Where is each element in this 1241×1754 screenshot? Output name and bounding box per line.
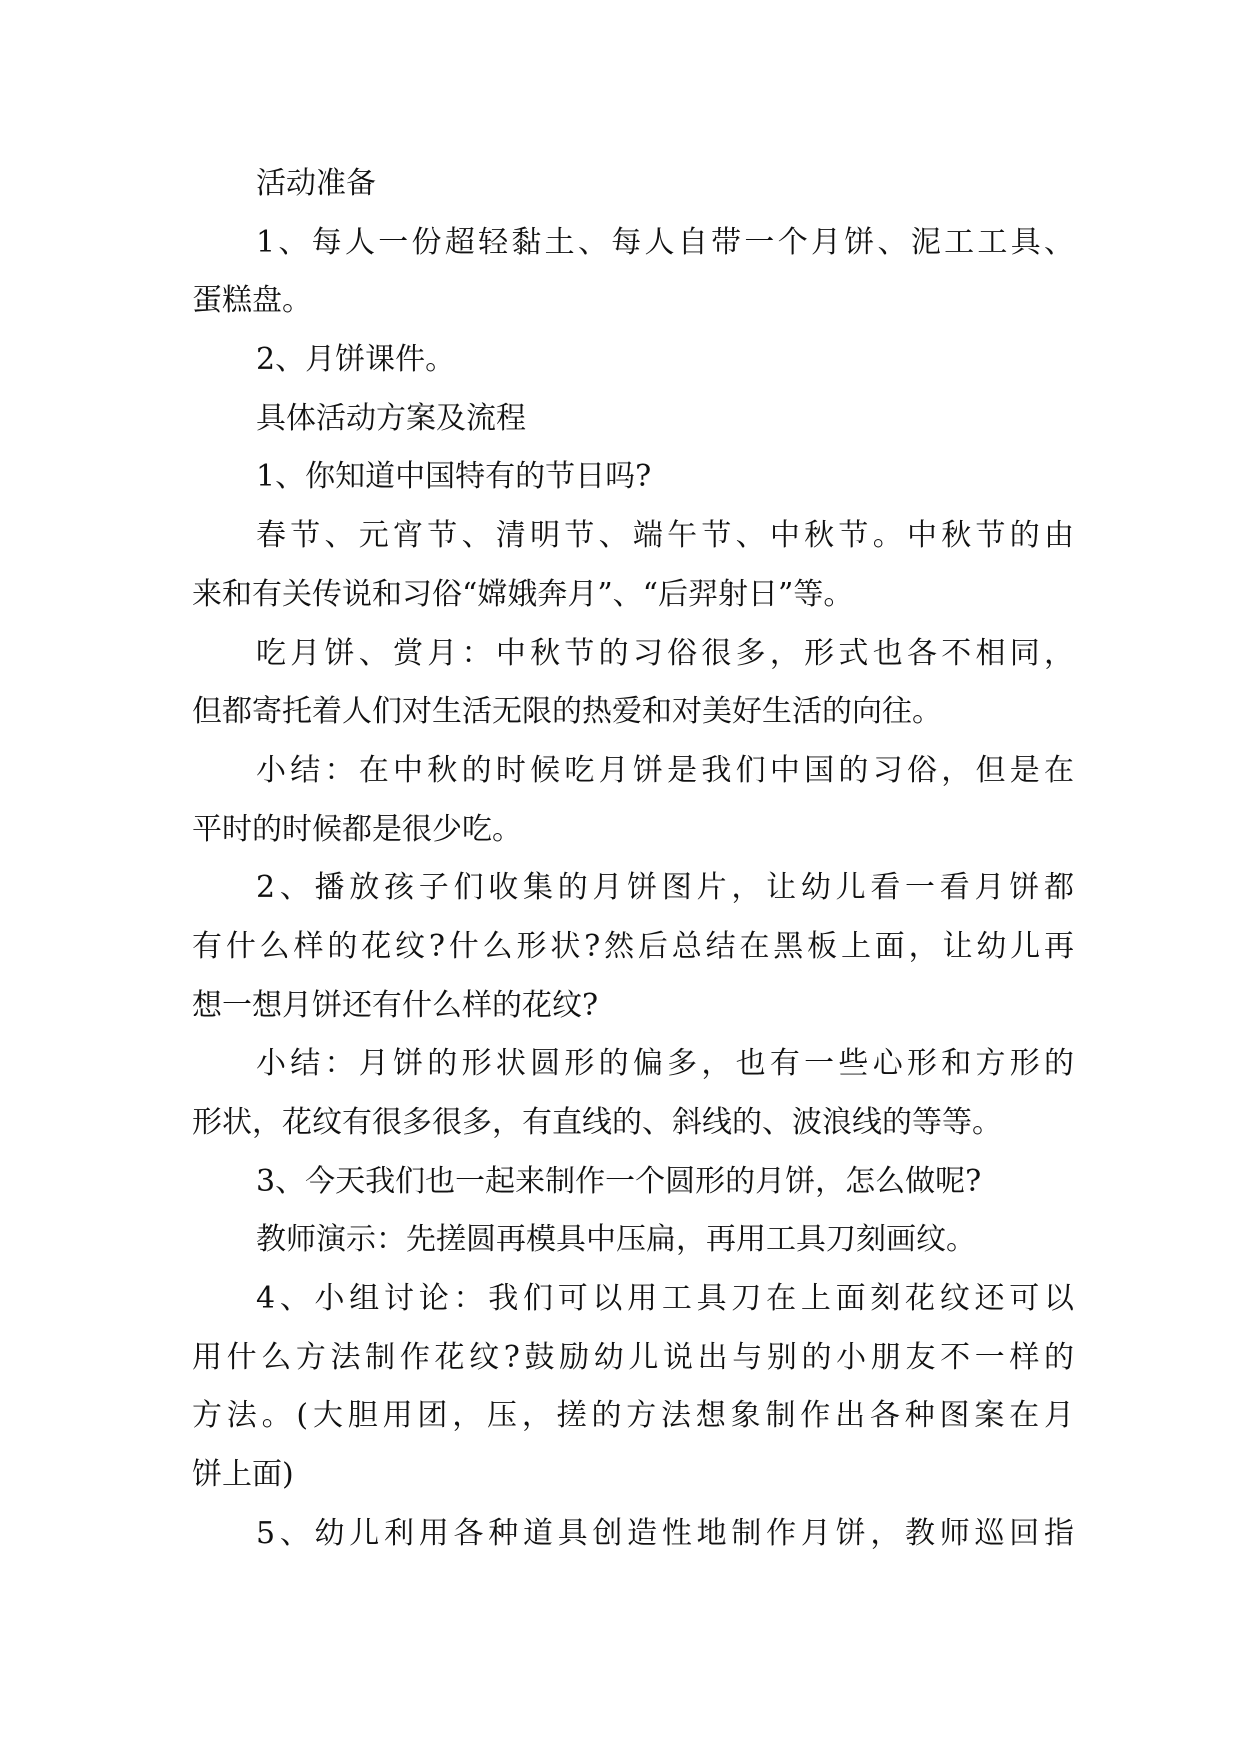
text-line: 形状，花纹有很多很多，有直线的、斜线的、波浪线的等等。 xyxy=(192,1105,1002,1140)
text-line: 2、月饼课件。 xyxy=(256,342,456,378)
document-body xyxy=(192,155,1074,1564)
text-line: 有什么样的花纹?什么形状?然后总结在黑板上面，让幼儿再 xyxy=(192,928,1074,964)
text-line: 平时的时候都是很少吃。 xyxy=(192,811,522,847)
text-line: 饼上面) xyxy=(192,1457,294,1493)
text-line: 4、小组讨论：我们可以用工具刀在上面刻花纹还可以 xyxy=(256,1281,1074,1317)
text-line: 教师演示：先搓圆再模具中压扁，再用工具刀刻画纹。 xyxy=(256,1222,976,1258)
text-line: 小结：月饼的形状圆形的偏多，也有一些心形和方形的 xyxy=(256,1046,1074,1082)
text-line: 来和有关传说和习俗“嫦娥奔月”、“后羿射日”等。 xyxy=(192,576,854,612)
text-line: 想一想月饼还有什么样的花纹? xyxy=(192,987,599,1023)
text-line: 蛋糕盘。 xyxy=(192,283,312,319)
text-line: 1、你知道中国特有的节日吗? xyxy=(256,459,652,495)
text-line: 5、幼儿利用各种道具创造性地制作月饼，教师巡回指 xyxy=(256,1515,1074,1551)
text-line: 春节、元宵节、清明节、端午节、中秋节。中秋节的由 xyxy=(256,518,1074,554)
text-line: 2、播放孩子们收集的月饼图片，让幼儿看一看月饼都 xyxy=(256,870,1074,906)
text-line: 吃月饼、赏月：中秋节的习俗很多，形式也各不相同， xyxy=(256,635,1074,671)
text-line: 方法。(大胆用团，压，搓的方法想象制作出各种图案在月 xyxy=(192,1398,1074,1434)
text-line: 具体活动方案及流程 xyxy=(256,400,526,436)
text-line: 用什么方法制作花纹?鼓励幼儿说出与别的小朋友不一样的 xyxy=(192,1339,1074,1375)
text-line: 1、每人一份超轻黏土、每人自带一个月饼、泥工工具、 xyxy=(256,224,1074,260)
text-line: 活动准备 xyxy=(256,166,376,201)
text-line: 3、今天我们也一起来制作一个圆形的月饼，怎么做呢? xyxy=(256,1163,982,1199)
text-line: 但都寄托着人们对生活无限的热爱和对美好生活的向往。 xyxy=(192,694,942,730)
text-line: 小结：在中秋的时候吃月饼是我们中国的习俗，但是在 xyxy=(256,752,1074,788)
